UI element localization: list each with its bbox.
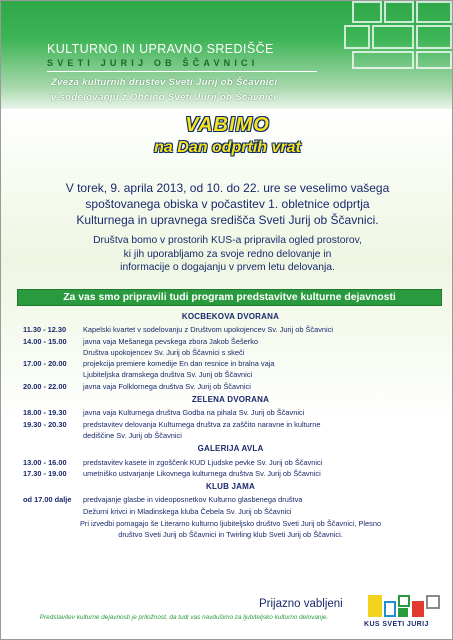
grid-square	[416, 25, 452, 49]
program-item-description	[83, 336, 438, 359]
program-item-line: javna vaja Folklornega društva Sv. Jurij ob Ščavnici	[83, 381, 251, 391]
program-item-description	[83, 358, 438, 381]
program-item	[23, 358, 438, 381]
helpers-note-line: društvo Sveti Jurij ob Ščavnici in Twirling klub Sveti Jurij ob Ščavnici.	[118, 530, 343, 540]
program-item-time: 14.00 - 15.00	[23, 336, 67, 346]
intro2-line: Društva bomo v prostorih KUS-a pripravila ogled prostorov,	[93, 235, 362, 246]
program-item	[23, 381, 438, 392]
logo-text: KUS SVETI JURIJ	[364, 621, 429, 628]
program-item-description	[83, 468, 438, 479]
headline-subtitle: na Dan odprtih vrat	[154, 139, 301, 156]
program-item-time: 17.30 - 19.00	[23, 468, 67, 478]
grid-square	[352, 1, 382, 23]
program-item-description	[83, 494, 438, 517]
helpers-note-line: Pri izvedbi pomagajo še Literarno kulturno ljubiteljsko društvo Sveti Jurij ob Ščavnici, Plesno	[79, 519, 382, 529]
association-line-1: Zveza kulturnih društev Sveti Jurij ob Ščavnici	[51, 77, 278, 88]
intro2-line: informacije o dogajanju v prvem letu delovanja.	[120, 262, 335, 273]
venue-items	[23, 457, 438, 480]
program-item	[23, 468, 438, 479]
program-item-description	[83, 324, 438, 335]
program-item-line: predstavitev delovanja Kulturnega društva za zaščito naravne in kulturne	[83, 419, 321, 429]
venue-title: ZELENA DVORANA	[191, 395, 270, 405]
program-item-time: 13.00 - 16.00	[23, 457, 67, 467]
program-item-line: projekcija premiere komedije En dan resnice in bralna vaja	[83, 359, 275, 369]
org-divider	[47, 71, 317, 72]
program-item	[23, 494, 438, 517]
venue-title: GALERIJA AVLA	[197, 444, 264, 454]
association-line-2: v sodelovanju z Občino Sveti Jurij ob Ščavnici	[51, 92, 277, 103]
program-item	[23, 457, 438, 468]
program-item-line: Dežurni krivci in Mladinskega kluba Čebela Sv. Jurij ob Ščavnici	[83, 506, 292, 516]
program-item-description	[83, 457, 438, 468]
program-item-time: 18.00 - 19.30	[23, 408, 67, 418]
program-item-line: Kapelski kvartet v sodelovanju z Društvom upokojencev Sv. Jurij ob Ščavnici	[83, 325, 334, 335]
grid-square	[416, 51, 452, 69]
intro2-line: ki jih uporabljamo za svoje redno delovanje in	[123, 248, 332, 260]
logo-square	[412, 601, 424, 617]
program-item-line: Društva upokojencev Sv. Jurij ob Ščavnici s skeči	[83, 347, 245, 357]
grid-square	[352, 51, 414, 69]
program-item-time: 17.00 - 20.00	[23, 359, 67, 369]
intro-paragraph-2	[31, 234, 424, 275]
logo-square	[398, 608, 408, 617]
program-item	[23, 407, 438, 418]
logo-square	[368, 595, 382, 617]
program-item-description	[83, 381, 438, 392]
footer-text: Predstavitev kulturne dejavnosti je priložnost, da tudi vas navdušimo za ljubiteljsko kulturno delovanje.	[39, 614, 329, 621]
program-banner: Za vas smo pripravili tudi program predstavitve kulturne dejavnosti	[17, 289, 442, 306]
logo-square	[384, 601, 396, 617]
program-list	[23, 309, 438, 541]
program-item-time: 19.30 - 20.30	[23, 419, 67, 429]
intro-line: spoštovanega obiska v počastitev 1. obletnice odprtja	[85, 197, 370, 211]
org-subtitle: SVETI JURIJ OB ŠČAVNICI	[47, 58, 259, 68]
program-item	[23, 324, 438, 335]
program-item-time: 20.00 - 22.00	[23, 381, 67, 391]
venue-items	[23, 324, 438, 392]
program-item-line: Ljubiteljska dramskega društva Sv. Jurij ob Ščavnici	[83, 370, 253, 380]
org-name: KULTURNO IN UPRAVNO SREDIŠČE	[47, 42, 274, 56]
program-item-line: umetniško ustvarjanje Likovnega kulturnega društva Sv. Jurij ob Ščavnici	[83, 468, 321, 478]
venue-title: KLUB JAMA	[206, 482, 255, 492]
logo-square	[426, 595, 440, 609]
headline-vabimo: VABIMO	[185, 114, 270, 136]
program-item	[23, 419, 438, 442]
intro-line: Kulturnega in upravnega središča Sveti Jurij ob Ščavnici.	[76, 213, 379, 227]
header-band	[1, 1, 453, 109]
intro-paragraph	[21, 180, 434, 228]
program-item	[23, 336, 438, 359]
program-item-time: od 17.00 dalje	[23, 495, 72, 505]
logo-square	[398, 595, 410, 607]
venue-items	[23, 407, 438, 441]
program-item-time: 11.30 - 12.30	[23, 325, 67, 335]
program-item-description	[83, 419, 438, 442]
grid-square	[372, 25, 414, 49]
program-item-description	[83, 407, 438, 418]
grid-square	[384, 1, 414, 23]
program-item-line: dediščine Sv. Jurij ob Ščavnici	[83, 430, 182, 440]
program-item-line: javna vaja Mešanega pevskega zbora Jakob Šešerko	[83, 336, 259, 346]
program-item-line: predvajanje glasbe in videoposnetkov Kulturno glasbenega društva	[83, 495, 303, 505]
program-item-line: javna vaja Kulturnega društva Godba na pihala Sv. Jurij ob Ščavnici	[83, 408, 305, 418]
closing-greeting: Prijazno vabljeni	[259, 598, 343, 610]
grid-square	[416, 1, 452, 23]
program-item-line: predstavitev kasete in zgoščenk KUD Ljudske pevke Sv. Jurij ob Ščavnici	[83, 457, 323, 467]
intro-line: V torek, 9. aprila 2013, od 10. do 22. ure se veselimo vašega	[65, 181, 390, 195]
grid-square	[344, 25, 370, 49]
header-grid-decoration	[344, 1, 453, 71]
venue-title: KOCBEKOVA DVORANA	[181, 312, 280, 321]
helpers-note	[23, 518, 438, 541]
venue-items	[23, 494, 438, 517]
